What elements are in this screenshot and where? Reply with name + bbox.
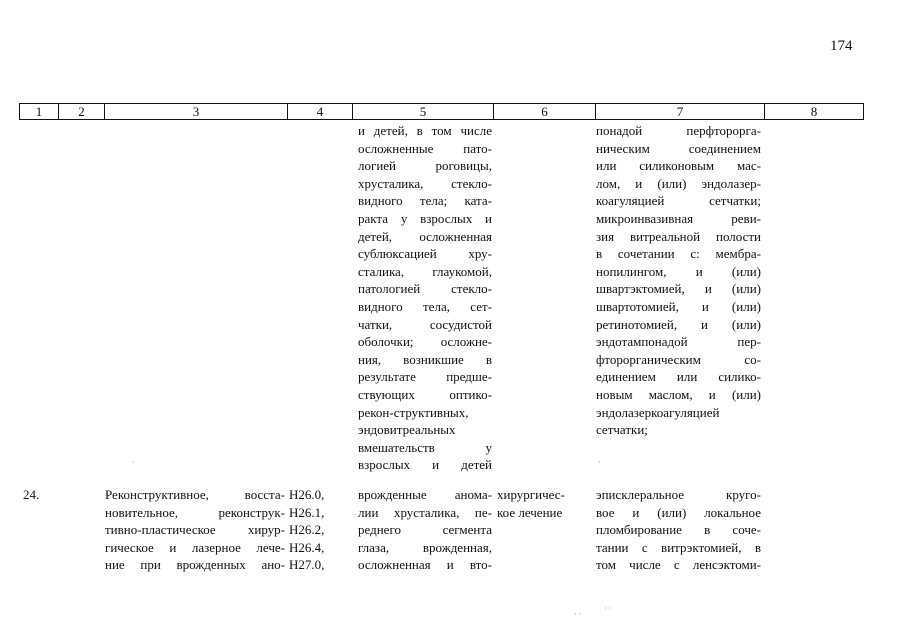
cell-col6-treatment-type: хирургичес- кое лечение <box>497 487 565 520</box>
scan-speck: · <box>132 458 135 467</box>
header-col-4: 4 <box>316 104 324 119</box>
header-col-6: 6 <box>541 104 548 119</box>
cell-col5-diagnosis: врожденные анома- лии хрусталика, пе- реднего сегмента глаза, врожденная, осложненная и вто- <box>358 487 492 573</box>
cell-col5-continued: и детей, в том числе осложненные пато- логией роговицы, хрусталика, стекло- видного тела; ката- ракта у взрослых и детей, осложненная сублюксацией хру- сталика, глаукомой, патологией стекло- видного тела, сет- чатки, сосудистой оболочки; осложне- ния, возникшие в результате предше- ствующих оптико- рекон-структивных, эндовитреальных вмешательств у взрослых и детей <box>358 123 492 473</box>
header-col-1: 1 <box>35 104 43 119</box>
cell-col7-continued: понадой перфторорга- ническим соединением или силиконовым мас- лом, и (или) эндолазер- коагуляцией сетчатки; микроинвазивная реви- зия витреальной полости в сочетании с: мембра- нопилингом, и (или) швартэктомией, и (или) швартотомией, и (или) ретинотомией, и (или) эндотампонадой пер- фторорганическим со- единением или силико- новым маслом, и (или) эндолазеркоагуляцией сетчатки; <box>596 123 761 438</box>
cell-col4-icd-codes: H26.0, H26.1, H26.2, H26.4, H27.0, <box>289 487 325 573</box>
cell-col7-treatment-method: эписклеральное круго- вое и (или) локальное пломбирование в соче- тании с витрэктомией, в том числе с ленсэктоми- <box>596 487 761 573</box>
cell-col3-method-name: Реконструктивное, восста- новительное, реконструк- тивно-пластическое хирур- гическое и лазерное лече- ние при врожденных ано- <box>105 487 285 573</box>
header-col-7: 7 <box>676 104 684 119</box>
header-col-5: 5 <box>419 104 427 119</box>
scan-speck: · · <box>604 604 612 613</box>
row-number: 24. <box>23 487 40 502</box>
table-header-row <box>19 103 864 120</box>
page-number: 174 <box>830 38 853 54</box>
header-col-8: 8 <box>810 104 818 119</box>
scan-speck: · · <box>574 610 582 619</box>
scan-speck: · <box>598 458 601 467</box>
header-col-2: 2 <box>78 104 85 119</box>
header-col-3: 3 <box>192 104 200 119</box>
